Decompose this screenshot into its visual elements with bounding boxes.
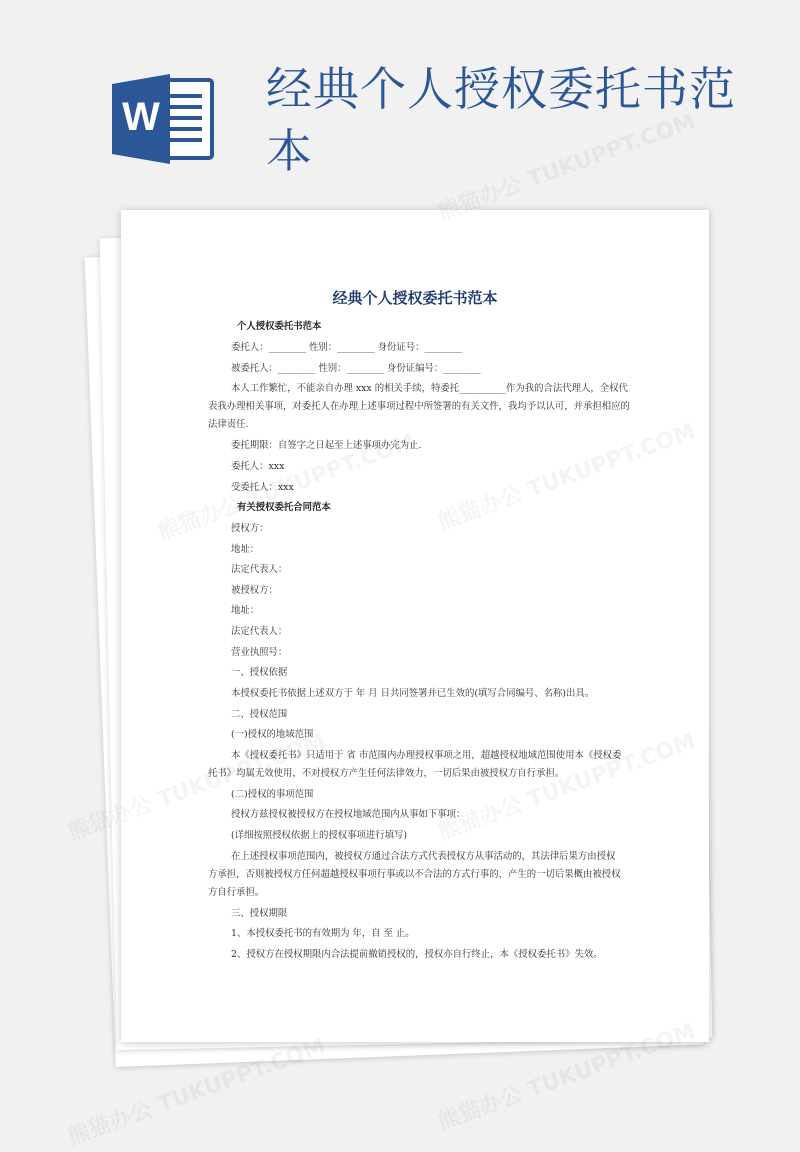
clause-text: 在上述授权事项范围内，被授权方通过合法方式代表授权方从事活动的，其法律后果方由授权 [231,851,616,862]
address-field: 地址： [231,605,260,616]
section-heading: 个人授权委托书范本 [237,321,322,332]
body-paragraph: 本人工作繁忙，不能亲自办理 xxx 的相关手续，特委托__________作为我的合法代理人，全权代 [231,383,628,394]
page-title-line2: 本 [266,124,313,178]
clause-text: 方承担，否则被授权方任何超越授权事项行事或以不合法的方式行事的，产生的一切后果概由被授权 [208,869,621,880]
document-page [121,210,709,1042]
clause-heading: 三、授权期限 [231,908,288,919]
clause-text: 授权方兹授权被授权方在授权地域范围内从事如下事项： [231,809,466,820]
legal-rep-field: 法定代表人： [231,564,288,575]
clause-heading: 二、授权范围 [231,709,288,720]
clause-text: 方自行承担。 [208,887,265,898]
address-field: 地址： [231,544,260,555]
body-paragraph: 法律责任. [208,419,249,430]
body-paragraph: 表我办理相关事项，对委托人在办理上述事项过程中所签署的有关文件，我均予以认可，并承担相应的 [208,401,630,412]
word-icon [112,74,216,164]
clause-heading: 一、授权依据 [231,667,288,678]
clause-text: 本授权委托书依据上述双方于 年 月 日共同签署并已生效的(填写合同编号、名称)出具。 [231,688,595,699]
principal-name: 委托人：xxx [231,461,285,472]
agent-line: 被委托人：________ 性别：________ 身份证编号：________ [231,363,481,374]
grantor-field: 授权方： [231,523,269,534]
document-title: 经典个人授权委托书范本 [332,289,498,307]
clause-text: 1、本授权委托书的有效期为 年，自 至 止。 [231,928,415,939]
section-heading: 有关授权委托合同范本 [237,502,331,513]
legal-rep-field: 法定代表人： [231,626,288,637]
term-line: 委托期限：自签字之日起至上述事项办完为止. [231,440,422,451]
grantee-field: 被授权方： [231,585,278,596]
sub-clause-heading: (一)授权的地域范围 [231,729,314,740]
clause-text: 托书》均属无效使用，不对授权方产生任何法律效力，一切后果由被授权方自行承担。 [208,768,565,779]
page-title [266,58,736,182]
clause-text: 2、授权方在授权期限内合法提前撤销授权的，授权亦自行终止，本《授权委托书》失效。 [231,949,603,960]
principal-line: 委托人：________ 性别：________ 身份证号：________ [231,342,462,353]
sub-clause-heading: (二)授权的事项范围 [231,789,314,800]
agent-name: 受委托人：xxx [231,482,294,493]
clause-note: (详细按照授权依据上的授权事项进行填写) [231,830,408,841]
license-field: 营业执照号： [231,647,288,658]
clause-text: 本《授权委托书》只适用于 省 市范围内办理授权事项之用，超越授权地域范围使用本《授权委 [231,750,622,761]
word-icon-letter: W [122,95,160,139]
page-title-line1: 经典个人授权委托书范 [266,62,736,116]
